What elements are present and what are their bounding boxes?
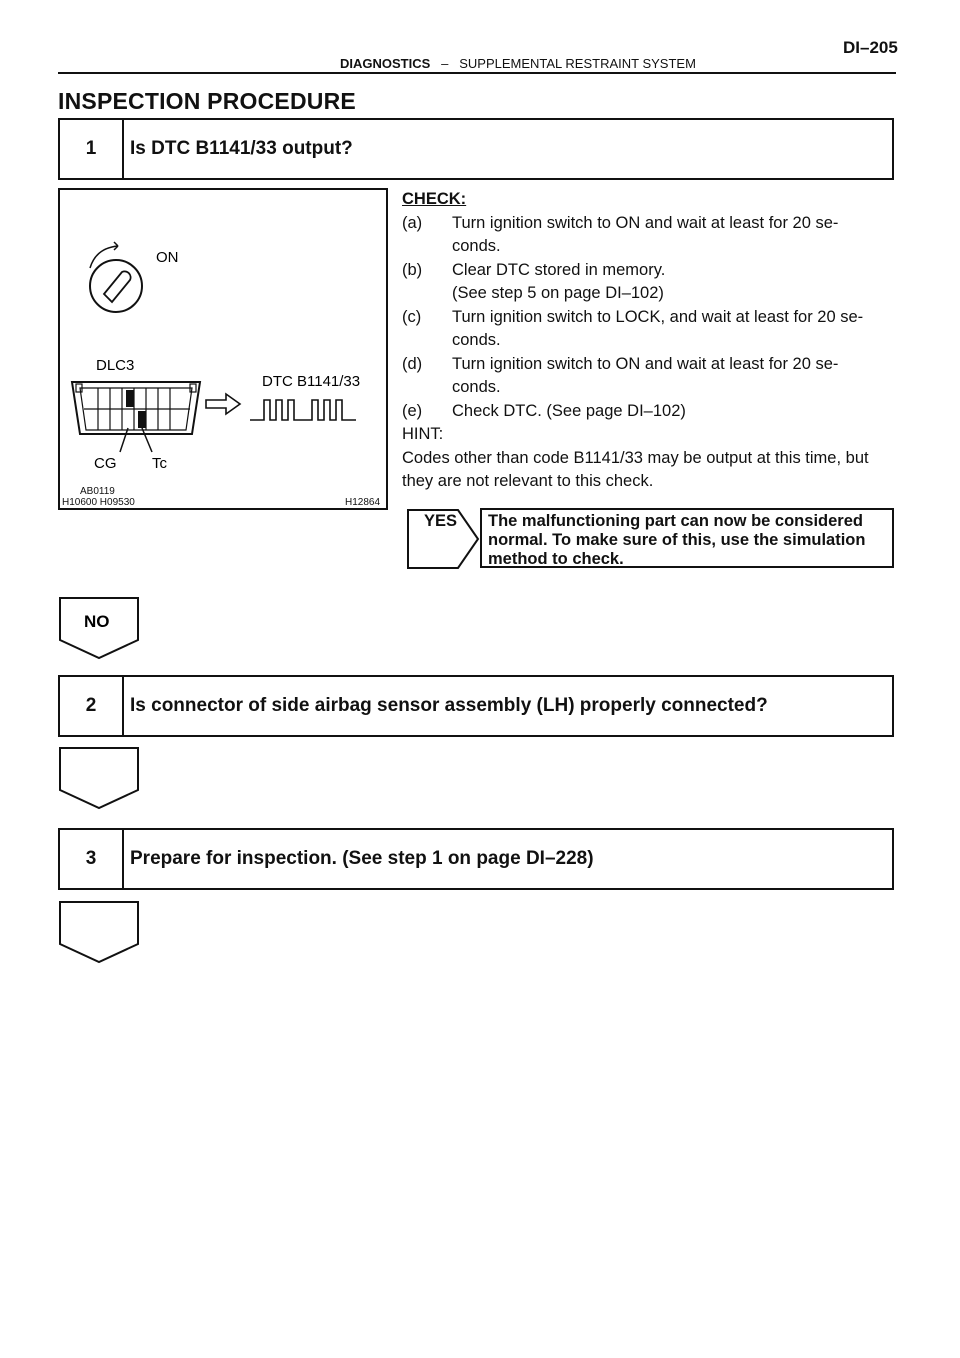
figure-id-3: H12864	[345, 497, 381, 508]
section-name: DIAGNOSTICS	[340, 56, 431, 71]
check-item-text: Check DTC. (See page DI–102)	[452, 401, 686, 420]
dlc3-connector-icon	[72, 382, 200, 452]
step-3-number: 3	[60, 830, 124, 888]
figure-drawing	[60, 190, 390, 512]
section-dash: –	[441, 56, 449, 71]
check-heading: CHECK:	[402, 190, 467, 208]
tc-terminal-label: Tc	[152, 455, 167, 472]
check-item-d	[402, 353, 902, 377]
dtc-code-label: DTC B1141/33	[262, 373, 361, 390]
step-2-question: Is connector of side airbag sensor assembly (LH) properly connected?	[130, 695, 768, 716]
check-procedure	[402, 188, 902, 494]
yes-result-line-1: The malfunctioning part can now be considered	[488, 512, 863, 530]
arrow-right-icon	[206, 394, 240, 414]
dtc-waveform	[250, 400, 356, 420]
yes-label: YES	[424, 512, 458, 530]
section-header	[340, 56, 696, 71]
check-item-label: (e)	[402, 401, 423, 420]
cg-terminal-label: CG	[94, 455, 117, 472]
step-1-number: 1	[60, 120, 124, 178]
check-item-text: Clear DTC stored in memory.	[452, 260, 666, 279]
check-item-e	[402, 400, 902, 424]
subsection-name: SUPPLEMENTAL RESTRAINT SYSTEM	[459, 56, 696, 71]
hint-label: HINT:	[402, 425, 444, 443]
hint-line-1: Codes other than code B1141/33 may be output at this time, but	[402, 448, 869, 467]
check-item-text: Turn ignition switch to LOCK, and wait at least for 20 se-	[452, 307, 864, 326]
check-item-label: (b)	[402, 260, 423, 279]
no-arrow-icon	[58, 596, 140, 662]
yes-result-line-2: normal. To make sure of this, use the simulation	[488, 531, 866, 549]
step-3-instruction: Prepare for inspection. (See step 1 on page DI–228)	[130, 848, 594, 869]
hint-line-2: they are not relevant to this check.	[402, 472, 654, 490]
yes-result-box	[480, 508, 894, 568]
check-item-text: Turn ignition switch to ON and wait at least for 20 se-	[452, 354, 839, 373]
on-label: ON	[156, 249, 179, 266]
check-item-c	[402, 306, 902, 330]
step-3-box	[58, 828, 894, 890]
check-item-continuation: (See step 5 on page DI–102)	[452, 284, 664, 302]
check-item-label: (a)	[402, 213, 423, 232]
diagnostic-figure	[58, 188, 388, 510]
step-1-box	[58, 118, 894, 180]
ignition-key-icon	[90, 242, 142, 312]
yes-result-line-3: method to check.	[488, 550, 624, 568]
check-item-label: (d)	[402, 354, 423, 373]
flow-down-arrow-icon	[58, 900, 140, 966]
header-rule	[58, 72, 896, 74]
check-item-a	[402, 212, 902, 236]
dlc3-label: DLC3	[96, 357, 135, 374]
check-item-continuation: conds.	[452, 331, 501, 349]
figure-id-1: AB0119	[80, 486, 115, 497]
check-item-label: (c)	[402, 307, 422, 326]
check-item-continuation: conds.	[452, 378, 501, 396]
check-item-b	[402, 259, 902, 283]
no-label: NO	[84, 612, 110, 631]
step-2-box	[58, 675, 894, 737]
check-item-text: Turn ignition switch to ON and wait at least for 20 se-	[452, 213, 839, 232]
figure-id-2: H10600 H09530	[62, 497, 135, 508]
page-code: DI–205	[843, 38, 898, 57]
page-title: INSPECTION PROCEDURE	[58, 88, 356, 114]
flow-down-arrow-icon	[58, 746, 140, 812]
check-item-continuation: conds.	[452, 237, 501, 255]
step-2-number: 2	[60, 677, 124, 735]
step-1-question: Is DTC B1141/33 output?	[130, 138, 353, 159]
